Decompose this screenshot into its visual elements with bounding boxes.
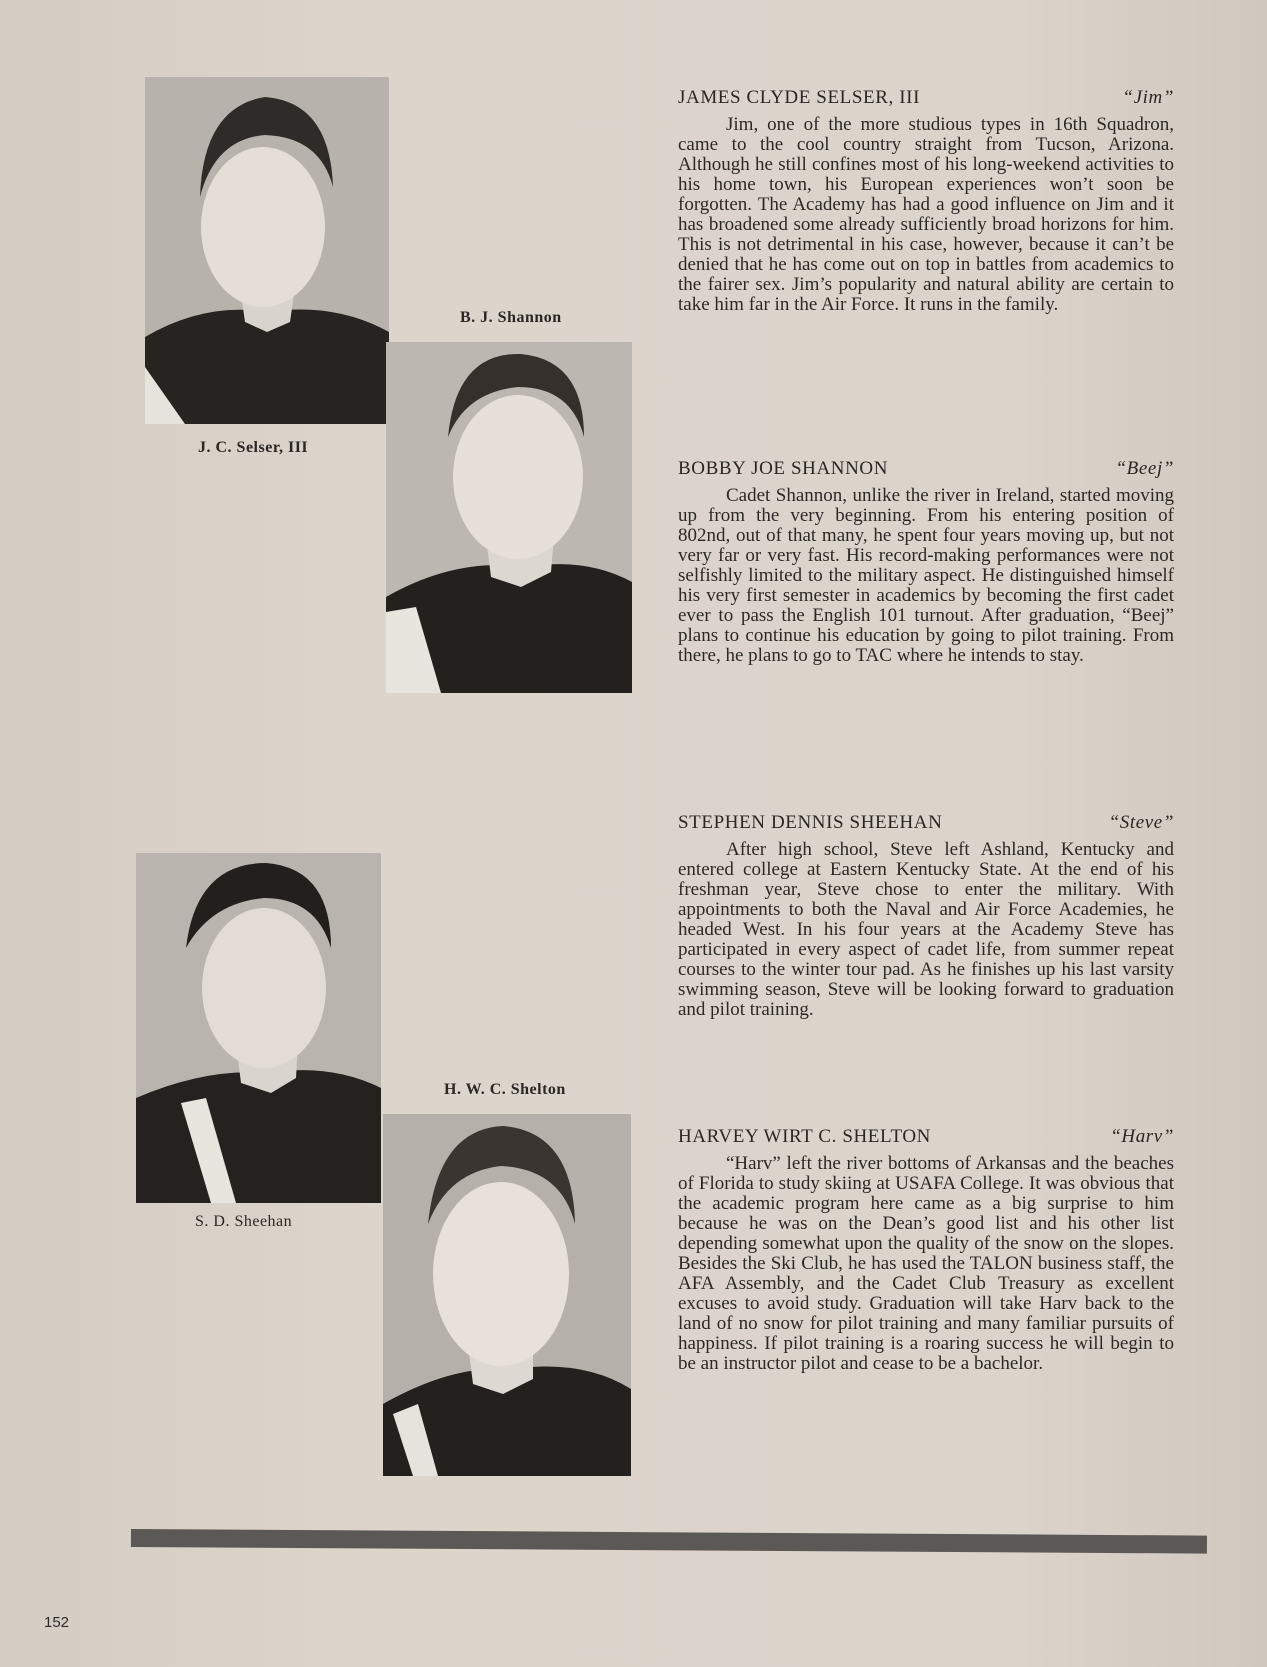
- entry-header: [678, 458, 1174, 480]
- entry-selser: [678, 87, 1174, 315]
- caption-selser: J. C. Selser, III: [198, 439, 309, 456]
- footer-rule: [131, 1529, 1207, 1554]
- entry-bio: After high school, Steve left Ashland, Kentucky and entered college at Eastern Kentucky State. At the end of his freshman year, Steve chose to enter the military. With appointments to both the Naval and Air Force Academies, he headed West. In his four years at the Academy Steve has participated in every aspect of cadet life, from summer repeat courses to the winter tour pad. As he finishes up his last varsity swimming season, Steve will be looking forward to graduation and pilot training.: [678, 839, 1174, 1020]
- entry-nickname: “Harv”: [1110, 1126, 1174, 1147]
- caption-shannon: B. J. Shannon: [460, 309, 562, 326]
- portrait-selser: [145, 77, 389, 424]
- entry-name: STEPHEN DENNIS SHEEHAN: [678, 812, 943, 833]
- entry-name: BOBBY JOE SHANNON: [678, 458, 889, 479]
- entry-header: [678, 812, 1174, 834]
- entry-sheehan: [678, 812, 1174, 1020]
- portrait-sheehan: [136, 853, 381, 1203]
- portrait-shelton: [383, 1114, 631, 1476]
- page-number: 152: [44, 1614, 70, 1631]
- entry-shannon: [678, 458, 1174, 666]
- entry-bio: “Harv” left the river bottoms of Arkansas and the beaches of Florida to study skiing at USAFA College. It was obvious that the academic program here came as a big surprise to him because he was on the Dean’s good list and his other list depending somewhat upon the quality of the snow on the slopes. Besides the Ski Club, he has used the TALON business staff, the AFA Assembly, and the Cadet Club Treasury as excellent excuses to avoid study. Graduation will take Harv back to the land of no snow for pilot training and many familiar pursuits of happiness. If pilot training is a roaring success he will begin to be an instructor pilot and cease to be a bachelor.: [678, 1153, 1174, 1374]
- entry-bio: Cadet Shannon, unlike the river in Ireland, started moving up from the very beginning. From his entering position of 802nd, out of that many, he spent four years moving up, but not very far or very fast. His record-making performances were not selfishly limited to the military aspect. He distinguished himself his very first semester in academics by becoming the first cadet ever to pass the English 101 turnout. After graduation, “Beej” plans to continue his education by going to pilot training. From there, he plans to go to TAC where he intends to stay.: [678, 485, 1174, 666]
- portrait-shannon: [386, 342, 632, 693]
- entry-shelton: [678, 1126, 1174, 1374]
- entry-name: JAMES CLYDE SELSER, III: [678, 87, 921, 108]
- caption-sheehan: S. D. Sheehan: [195, 1213, 293, 1230]
- entry-bio: Jim, one of the more studious types in 16th Squadron, came to the cool country straight from Tucson, Arizona. Although he still confines most of his long-weekend activities to his home town, his European experiences won’t soon be forgotten. The Academy has had a good influence on Jim and it has broadened some already sufficiently broad horizons for him. This is not detrimental in his case, however, because it can’t be denied that he has come out on top in battles from academics to the fairer sex. Jim’s popularity and natural ability are certain to take him far in the Air Force. It runs in the family.: [678, 114, 1174, 315]
- entry-header: [678, 87, 1174, 109]
- entry-name: HARVEY WIRT C. SHELTON: [678, 1126, 931, 1147]
- entry-nickname: “Steve”: [1108, 812, 1174, 833]
- entry-nickname: “Jim”: [1122, 87, 1174, 108]
- entry-header: [678, 1126, 1174, 1148]
- caption-shelton: H. W. C. Shelton: [444, 1081, 566, 1098]
- entry-nickname: “Beej”: [1115, 458, 1174, 479]
